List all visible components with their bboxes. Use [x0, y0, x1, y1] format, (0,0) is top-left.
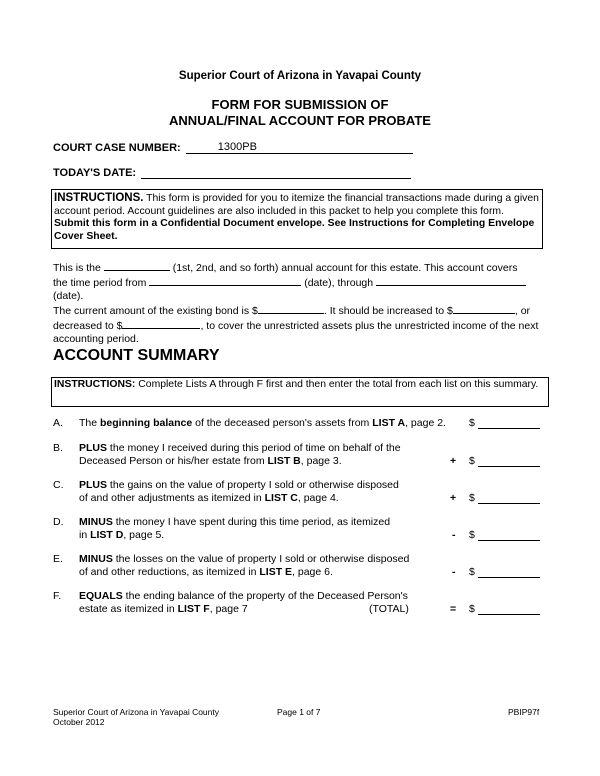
case-number-field[interactable]: [186, 141, 413, 154]
item-description: [79, 479, 459, 505]
case-number-row: [53, 141, 413, 154]
item-bold-text: EQUALS: [79, 590, 123, 602]
item-text: , page 2.: [405, 417, 446, 429]
item-bold-text: MINUS: [79, 516, 113, 528]
instructions-text: This form is provided for you to itemize the financial transactions made during a given account period. Account guidelines are also included in this packet to help you complete this form.: [54, 193, 539, 217]
para-text-3: the time period from: [53, 277, 147, 289]
operator-sign: +: [450, 455, 457, 467]
dollar-sign: $: [469, 455, 475, 467]
item-text: estate as itemized in: [79, 603, 178, 615]
operator-sign: =: [450, 603, 457, 615]
para-text-7: . It should be increased to $: [323, 305, 453, 317]
amount-field-b[interactable]: [478, 455, 540, 467]
item-letter: D.: [53, 516, 64, 528]
summary-instructions-box: [51, 377, 549, 407]
todays-date-field[interactable]: [141, 166, 411, 179]
item-bold-text: PLUS: [79, 479, 108, 491]
item-letter: C.: [53, 479, 64, 491]
item-text: , page 7: [209, 603, 248, 615]
item-letter: E.: [53, 553, 63, 565]
item-text: , page 6.: [292, 566, 333, 578]
item-text: Deceased Person or his/her estate from: [79, 455, 268, 467]
instructions-box: [51, 189, 543, 249]
operator-sign: -: [452, 529, 456, 541]
item-text: the gains on the value of property I sold or otherwise disposed: [107, 479, 399, 491]
item-bold-text: MINUS: [79, 553, 113, 565]
dollar-sign: $: [469, 492, 475, 504]
item-description: [79, 553, 459, 579]
period-start-blank[interactable]: [149, 275, 301, 286]
case-number-label: COURT CASE NUMBER:: [53, 142, 181, 154]
instructions-bold-text: Submit this form in a Confidential Document envelope. See Instructions for Completing Envelope Cover Sheet.: [54, 218, 535, 242]
item-list-ref: LIST A: [372, 417, 406, 429]
dollar-sign: $: [469, 566, 475, 578]
footer-date: October 2012: [53, 717, 105, 727]
total-label: (TOTAL): [369, 603, 409, 615]
operator-sign: -: [452, 566, 456, 578]
para-text-4: (date), through: [304, 277, 374, 289]
item-description: [79, 442, 459, 468]
para-text-1: This is the: [53, 262, 101, 274]
item-text: , page 5.: [123, 529, 165, 541]
para-text-2: (1st, 2nd, and so forth) annual account for this estate. This account covers: [172, 262, 518, 274]
form-title: [0, 97, 600, 129]
item-text: the money I have spent during this time period, as itemized: [112, 516, 391, 528]
item-text: , page 4.: [297, 492, 339, 504]
dollar-sign: $: [469, 603, 475, 615]
period-end-blank[interactable]: [376, 275, 526, 286]
footer-form-code: PBIP97f: [508, 707, 540, 717]
form-title-line2: ANNUAL/FINAL ACCOUNT FOR PROBATE: [169, 113, 431, 128]
para-text-8: , or: [514, 305, 531, 317]
amount-field-d[interactable]: [478, 529, 540, 541]
form-title-line1: FORM FOR SUBMISSION OF: [211, 97, 389, 112]
bond-increase-blank[interactable]: [453, 303, 515, 314]
item-letter: F.: [53, 590, 62, 602]
footer-court: [53, 707, 219, 727]
case-number-value: 1300PB: [217, 141, 257, 153]
operator-sign: +: [450, 492, 457, 504]
account-number-blank[interactable]: [104, 260, 170, 271]
account-summary-heading: ACCOUNT SUMMARY: [53, 347, 220, 364]
item-text: of and other adjustments as itemized in: [79, 492, 265, 504]
item-list-ref: LIST B: [267, 455, 301, 467]
todays-date-label: TODAY'S DATE:: [53, 167, 137, 179]
item-text: The: [79, 417, 101, 429]
item-text: in: [79, 529, 91, 541]
court-title: Superior Court of Arizona in Yavapai County: [178, 70, 422, 82]
item-text: of and other reductions, as itemized in: [79, 566, 260, 578]
para-text-5: (date).: [53, 290, 84, 302]
item-letter: A.: [53, 417, 63, 429]
amount-field-c[interactable]: [478, 492, 540, 504]
item-bold-text: beginning balance: [100, 417, 193, 429]
item-text: , page 3.: [300, 455, 342, 467]
instructions-label: INSTRUCTIONS.: [54, 192, 144, 204]
dollar-sign: $: [469, 529, 475, 541]
amount-field-e[interactable]: [478, 566, 540, 578]
item-letter: B.: [53, 442, 63, 454]
item-text: the losses on the value of property I sold or otherwise disposed: [112, 553, 410, 565]
footer-court-name: Superior Court of Arizona in Yavapai County: [53, 707, 220, 717]
todays-date-row: [53, 166, 411, 179]
summary-instructions-text: Complete Lists A through F first and then enter the total from each list on this summary.: [138, 379, 539, 390]
item-bold-text: PLUS: [79, 442, 108, 454]
account-paragraph: [53, 260, 545, 346]
item-text: the money I received during this period of time on behalf of the: [107, 442, 401, 454]
item-description: [79, 516, 459, 542]
para-text-9: decreased to $: [53, 320, 123, 332]
item-list-ref: LIST E: [259, 566, 293, 578]
para-text-10: , to cover the unrestricted assets plus the unrestricted income of the next: [200, 320, 539, 332]
footer-page-number: Page 1 of 7: [277, 707, 321, 717]
dollar-sign: $: [469, 417, 475, 429]
item-description: [79, 417, 459, 430]
item-list-ref: LIST F: [177, 603, 210, 615]
current-bond-blank[interactable]: [258, 303, 324, 314]
para-text-11: accounting period.: [53, 333, 139, 345]
summary-instructions-label: INSTRUCTIONS:: [54, 379, 136, 390]
bond-decrease-blank[interactable]: [122, 318, 200, 329]
amount-field-f[interactable]: [478, 603, 540, 615]
amount-field-a[interactable]: [478, 417, 540, 429]
item-text: the ending balance of the property of the Deceased Person's: [122, 590, 408, 602]
item-list-ref: LIST C: [264, 492, 298, 504]
item-list-ref: LIST D: [90, 529, 124, 541]
item-text: of the deceased person's assets from: [192, 417, 373, 429]
para-text-6: The current amount of the existing bond is $: [53, 305, 258, 317]
